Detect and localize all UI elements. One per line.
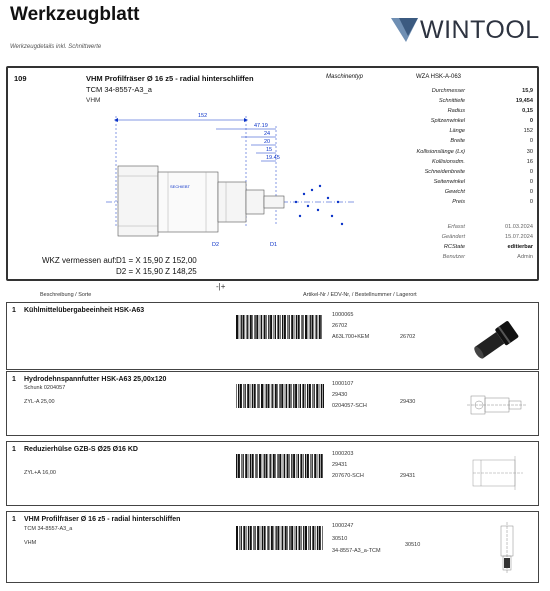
wintool-logo xyxy=(390,14,540,48)
dim-d1-label: D1 xyxy=(270,242,278,248)
barcode-icon xyxy=(236,384,324,408)
machine-type-label: Maschinentyp xyxy=(326,74,364,80)
tool-drawing xyxy=(106,106,356,256)
item-qty: 1 xyxy=(12,376,16,383)
item-name: Kühlmittelübergabeeinheit HSK-A63 xyxy=(24,307,145,314)
item-sub: ZYL-A 25,00 xyxy=(24,399,55,405)
item-sub: TCM 34-8557-A3_a xyxy=(24,526,73,532)
tool-position: 109 xyxy=(14,74,27,83)
item-order: 0204057-SCH xyxy=(332,403,367,409)
status-row: Benutzer Admin xyxy=(442,254,533,261)
item-name: VHM Profilfräser Ø 16 z5 - radial hinterschliffen xyxy=(24,516,181,523)
drawing-side-label: SECHIEBT xyxy=(170,184,191,189)
item-order: 34-8557-A3_a-TCM xyxy=(332,548,381,554)
item-edv: 30510 xyxy=(332,536,348,542)
center-mark: -|+ xyxy=(216,282,226,291)
tool-name: VHM Profilfräser Ø 16 z5 - radial hinterschliffen xyxy=(86,74,254,83)
spec-row: Spitzenwinkel 0 xyxy=(430,118,533,125)
dim-19-label: 19.45 xyxy=(266,155,280,161)
item-box xyxy=(6,441,539,506)
dim-47-label: 47.19 xyxy=(254,123,268,129)
spec-row: Seitenwinkel 0 xyxy=(433,178,533,185)
machine-type-value: WZA HSK-A-063 xyxy=(416,74,462,80)
page-subtitle: Werkzeugdetails inkl. Schnittwerte xyxy=(10,44,102,50)
cutter-drawing-image xyxy=(487,522,527,574)
item-ref: 30510 xyxy=(405,542,421,548)
wkz-line-d1: D1 = X 15,90 Z 152,00 xyxy=(116,256,197,265)
spec-row: Gewicht 0 xyxy=(444,188,533,195)
spec-row: Kollisionslänge (Lx) 30 xyxy=(416,148,533,155)
spec-row: Kollisionsdm. 16 xyxy=(432,158,533,165)
spec-row: Schneidenbreite 0 xyxy=(424,168,533,175)
item-edv: 26702 xyxy=(332,323,348,329)
barcode-icon xyxy=(236,454,324,478)
item-ref: 29431 xyxy=(400,473,416,479)
dim-15-label: 15 xyxy=(266,147,273,153)
spec-row: Preis 0 xyxy=(452,199,533,206)
status-row: Erfasst 01.03.2024 xyxy=(447,224,533,230)
item-number: 1000107 xyxy=(332,381,354,387)
item-box xyxy=(6,371,539,436)
barcode-icon xyxy=(236,526,324,550)
item-qty: 1 xyxy=(12,307,16,314)
coolant-unit-image xyxy=(467,319,527,361)
item-name: Reduzierhülse GZB-S Ø25 Ø16 KD xyxy=(24,446,138,453)
item-number: 1000203 xyxy=(332,451,354,457)
tool-code: TCM 34-8557-A3_a xyxy=(86,85,152,94)
page-title: Werkzeugblatt xyxy=(10,4,140,25)
wkz-label: WKZ vermessen auf: xyxy=(42,256,117,265)
logo-mark-icon xyxy=(390,14,420,44)
item-sub: Schunk 0204057 xyxy=(24,385,66,391)
item-ref: 29430 xyxy=(400,399,416,405)
column-article: Artikel-Nr / EDV-Nr, / Bestellnummer / Lagerort xyxy=(303,292,417,298)
status-row: RCState editierbar xyxy=(443,244,533,251)
chuck-drawing-image xyxy=(467,382,527,426)
item-edv: 29431 xyxy=(332,462,348,468)
spec-row: Radius 0,15 xyxy=(447,108,533,115)
wkz-line-d2: D2 = X 15,90 Z 148,25 xyxy=(116,267,197,276)
spec-row: Durchmesser 15,9 xyxy=(431,88,533,94)
item-number: 1000247 xyxy=(332,523,354,529)
item-ref: 26702 xyxy=(400,334,416,340)
item-qty: 1 xyxy=(12,516,16,523)
item-order: 207670-SCH xyxy=(332,473,364,479)
item-name: Hydrodehnspannfutter HSK-A63 25,00x120 xyxy=(24,376,167,383)
sleeve-drawing-image xyxy=(467,450,529,496)
dim-20-label: 20 xyxy=(264,139,271,145)
tool-status xyxy=(363,224,533,264)
column-description: Beschreibung / Sorte xyxy=(40,292,92,298)
dim-24-label: 24 xyxy=(264,131,271,137)
spec-row: Breite 0 xyxy=(450,138,533,145)
item-edv: 29430 xyxy=(332,392,348,398)
item-sub: VHM xyxy=(24,540,37,546)
item-number: 1000065 xyxy=(332,312,354,318)
item-box xyxy=(6,302,539,370)
tool-material: VHM xyxy=(86,97,101,104)
item-qty: 1 xyxy=(12,446,16,453)
spec-row: Länge 152 xyxy=(449,128,533,135)
logo-text: WINTOOL xyxy=(420,16,540,44)
item-sub: ZYL+A 16,00 xyxy=(24,470,56,476)
item-box xyxy=(6,511,539,583)
status-row: Geändert 15.07.2024 xyxy=(441,234,533,241)
spec-row: Schnittiefe 19,454 xyxy=(438,98,533,105)
item-order: A63L700+KEM xyxy=(332,334,370,340)
barcode-icon xyxy=(236,315,324,339)
tool-specs xyxy=(363,88,533,209)
dim-d2-label: D2 xyxy=(212,242,220,248)
tool-panel xyxy=(6,66,539,281)
dim-152-label: 152 xyxy=(198,113,208,119)
